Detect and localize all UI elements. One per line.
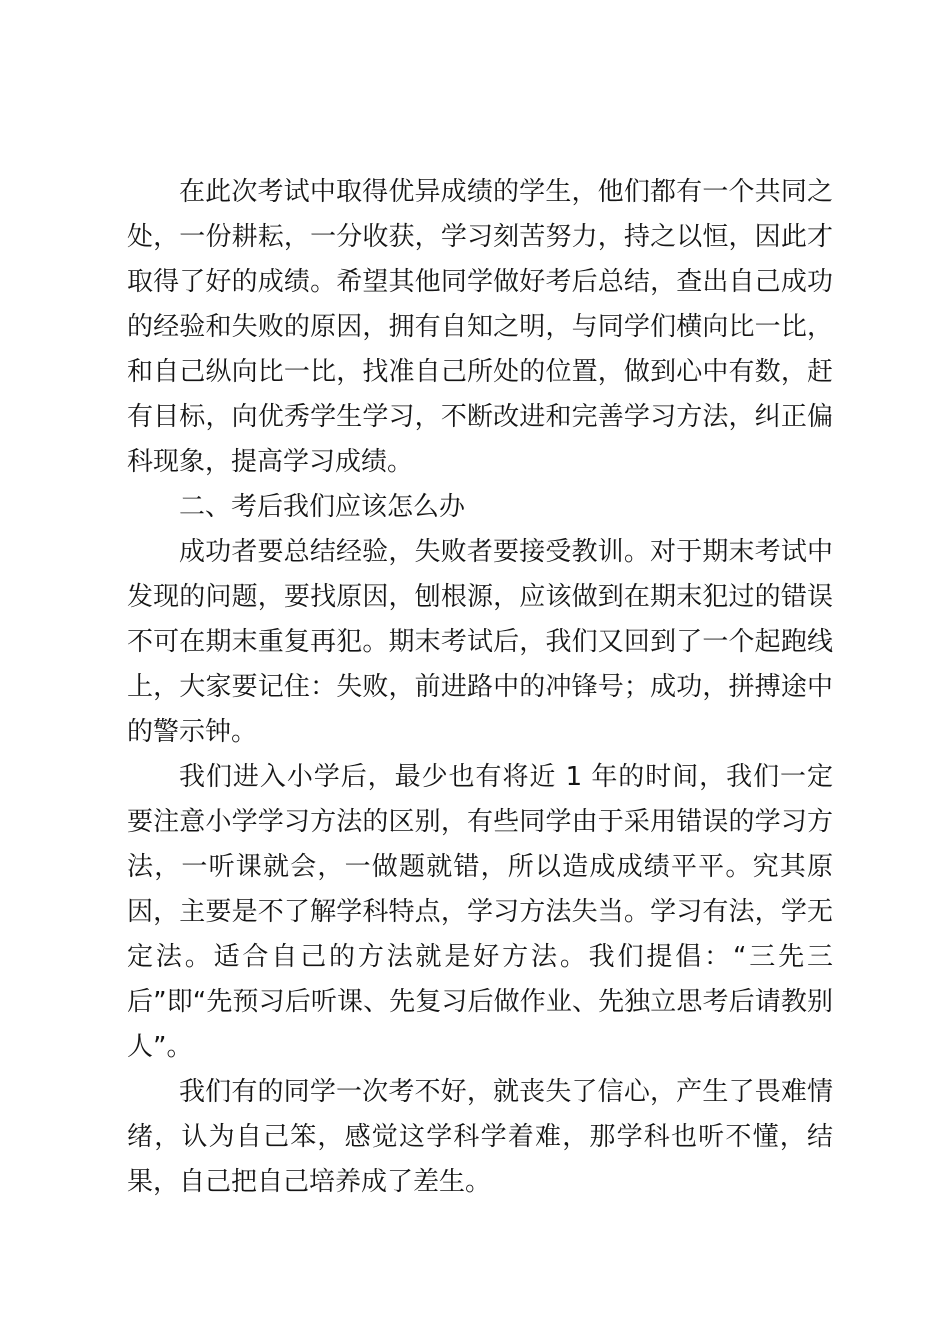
document-body <box>127 170 833 1205</box>
section-heading-after-exam: 二、考后我们应该怎么办 <box>179 492 466 522</box>
paragraph-learn-from-results: 成功者要总结经验，失败者要接受教训。对于期末考试中发现的问题，要找原因，刨根源，应该做到在期末犯过的错误不可在期末重复再犯。期末考试后，我们又回到了一个起跑线上，大家要记住：失败，前进路中的冲锋号；成功，拼搏途中的警示钟。 <box>127 537 833 747</box>
paragraph-study-methods: 我们进入小学后，最少也有将近 1 年的时间，我们一定要注意小学学习方法的区别，有些同学由于采用错误的学习方法，一听课就会，一做题就错，所以造成成绩平平。究其原因，主要是不了解学科特点，学习方法失当。学习有法，学无定法。适合自己的方法就是好方法。我们提倡：“三先三后”即“先预习后听课、先复习后做作业、先独立思考后请教别人”。 <box>127 762 833 1062</box>
paragraph-confidence: 我们有的同学一次考不好，就丧失了信心，产生了畏难情绪，认为自己笨，感觉这学科学着难，那学科也听不懂，结果，自己把自己培养成了差生。 <box>127 1077 833 1197</box>
paragraph-exam-achievers: 在此次考试中取得优异成绩的学生，他们都有一个共同之处，一份耕耘，一分收获，学习刻苦努力，持之以恒，因此才取得了好的成绩。希望其他同学做好考后总结，查出自己成功的经验和失败的原因，拥有自知之明，与同学们横向比一比，和自己纵向比一比，找准自己所处的位置，做到心中有数，赶有目标，向优秀学生学习，不断改进和完善学习方法，纠正偏科现象，提高学习成绩。 <box>127 177 833 477</box>
